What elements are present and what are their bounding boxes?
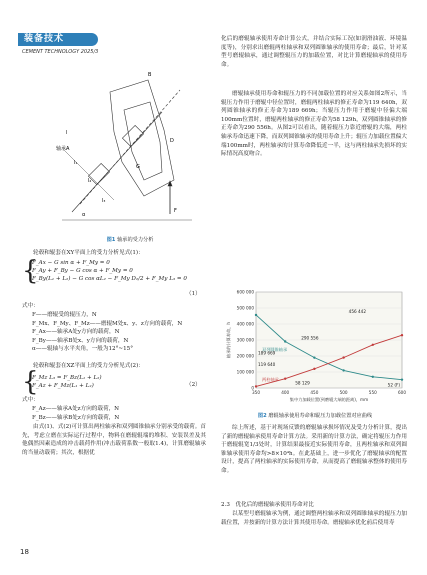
series-label: 两柱轴承 (262, 376, 279, 382)
data-point (401, 378, 403, 380)
eq1-line: F_By(L₁ + L₂) − G cos αL₂ − F_My D₂/2 + F_My L₃ = 0 (32, 276, 187, 282)
left-para-1: 轮毂和辊套在XY平面上的受力分析见式(1)： (33, 250, 144, 256)
definition-item: F_Mx、F_My、F_Mz——磨辊M处x、y、z方向的载荷，N (32, 320, 183, 327)
left-para-3: 由式(1)、式(2)可计算出两柱轴承和双列圆锥轴承分别承受的载荷。首先，考虑立磨在实际运行过程中，物料在磨辊辊端的堆积、安装误差及其他偶然因素造成的冲击载荷作用(冲击载荷系数一般取1.4)，计算磨辊轴承的当量动载荷；其次，根据优 (22, 424, 206, 456)
fig1-label-B: B (148, 72, 152, 78)
fig1-label-angle: α (82, 212, 86, 218)
page-number: 18 (20, 548, 29, 556)
roller-body (110, 80, 174, 196)
y-tick-label: 500 000 (236, 305, 254, 311)
definition-item: F_Az——轴承A处z方向的载荷，N (32, 406, 120, 412)
figure-2-caption (222, 412, 408, 419)
data-point (372, 376, 374, 378)
x-tick-label: 500 (339, 390, 348, 395)
data-point (255, 314, 257, 316)
y-tick-label: 100 000 (236, 369, 254, 375)
data-point (255, 385, 257, 387)
data-point (401, 334, 403, 336)
eq1-line: F_Ax − G sin α + F_My = 0 (32, 260, 110, 266)
eq1-brace: { (22, 256, 39, 286)
right-para-2: 磨辊轴承使用寿命和辊压力的不同加载位置的对应关系如图2所示，当辊压力作用于磨辊中径位置时，磨辊两柱轴承的修正寿命为119 640h，双列圆锥轴承的修正寿命为189 669h；当辊压力作用于磨辊中径偏大端100mm位置时，磨辊两柱轴承的修正寿命为58 129h，双列圆锥轴承的修正寿命为290 556h。从图2可以看出，随着辊压力靠近磨辊的大端，两柱轴承寿命迅速下降，而双列圆锥轴承的使用寿命上升；辊压力加载位置偏大端100mm时，两柱轴承的计算寿命降低近一半，这与两柱轴承先损坏的实际情况高度吻合。 (221, 91, 407, 158)
right-para-1: 化后的磨辊轴承使用寿命计算公式，并结合实际工况(如润滑油液、环境温度等)，分别求出磨辊两柱轴承和双列圆锥轴承的使用寿命；最后，针对某型号磨辊轴承，通过调整辊压力的加载位置，对比计算磨辊轴承的使用寿命。 (221, 36, 407, 68)
fig1-label-D: D (170, 138, 174, 144)
definition-item: F——磨辊受的辊压力，N (32, 312, 97, 318)
y-tick-label: 0 (251, 385, 254, 391)
data-point (342, 356, 344, 358)
equation-2 (22, 367, 190, 397)
definition-item: F_Bz——轴承B处z方向的载荷，N (32, 414, 120, 421)
left-para-2: 轮毂和辊套在XZ平面上的受力分析见式(2)： (33, 363, 144, 369)
definition-item: α——辊轴与水平夹角，一般为12°~15° (32, 346, 134, 353)
fig1-label-l3: l₃ (102, 198, 106, 204)
eq2-line: F_Mz L₃ = F_Bz(L₁ + L₂) (32, 375, 102, 381)
figure-2-caption-label: 图2 (257, 413, 267, 419)
y-axis-label: 轴承的计算寿命，h (226, 321, 231, 359)
data-label: 58 129 (295, 380, 310, 386)
data-label: 52 (F) (387, 382, 400, 388)
figure-1-caption-label: 图1 (106, 237, 116, 243)
data-label: 456 442 (348, 308, 366, 314)
series-label: 双列圆锥轴承 (262, 347, 288, 353)
definitions-1 (32, 311, 206, 354)
where-label-1: 式中： (22, 303, 39, 309)
data-point (372, 344, 374, 346)
force-arrow-head (168, 181, 172, 186)
fig1-label-F: F (174, 208, 177, 214)
where-label-2: 式中： (22, 397, 39, 403)
equation-1-number: （1） (186, 291, 201, 297)
definition-item: F_Ax——轴承A处y方向的载荷，N (32, 329, 120, 336)
right-para-3: 综上所述，基于对现场反馈的磨辊轴承损坏情况及受力分析计算，提出了新的磨辊轴承使用寿命计算方法。采用新的计算方法，确定将辊压力作用于磨辊辊宽1/3处时，计算结果最接近实际使用寿命，且两柱轴承和双列圆锥轴承使用寿命均>8×10⁴h。在此基础上，进一步优化了磨辊轴承的配置设计，提高了两柱轴承的实际使用寿命，从而提高了磨辊轴承整体的使用寿命。 (221, 425, 407, 474)
equation-2-number: （2） (186, 382, 201, 388)
axis-line (80, 90, 180, 204)
section-heading: 2.3 优化后的磨辊轴承使用寿命对比 (221, 502, 314, 508)
x-tick-label: 400 (281, 390, 290, 395)
journal-subtitle: CEMENT TECHNOLOGY 2025/3 (22, 49, 99, 55)
hub-body (124, 102, 162, 180)
shaft-line (72, 112, 162, 212)
eq1-line: F_Ay + F_By − G cos α + F_My = 0 (32, 268, 133, 274)
y-tick-label: 600 000 (236, 289, 254, 295)
x-tick-label: 600 (398, 390, 406, 395)
eq2-brace: { (22, 367, 39, 397)
equation-1 (22, 258, 190, 288)
data-point (284, 377, 286, 379)
fig1-label-l1: l₁ (74, 160, 78, 166)
figure-1-caption (60, 236, 200, 243)
data-label: 290 556 (301, 335, 319, 341)
figure-1-diagram (52, 72, 202, 232)
definition-item: F_By——轴承B处x、y方向的载荷，N (32, 337, 129, 344)
x-axis-label: 集中力加载位置(到磨辊大端的距离)，mm (289, 397, 369, 402)
fig1-label-l: l (66, 130, 68, 136)
x-tick-label: 550 (368, 390, 377, 395)
fig1-label-l2: l₂ (88, 178, 92, 184)
figure-2-caption-text: 磨辊轴承使用寿命和辊压力加载位置对应曲线 (268, 413, 373, 419)
data-label: 189 669 (258, 350, 276, 356)
data-point (284, 340, 286, 342)
data-label: 119 640 (258, 361, 276, 367)
figure-2-chart (222, 284, 408, 410)
y-tick-label: 300 000 (236, 337, 254, 343)
data-point (313, 356, 315, 358)
journal-title: 装备技术 (24, 34, 65, 44)
definitions-2 (32, 405, 206, 422)
fig1-label-G: G (136, 164, 140, 170)
data-point (313, 368, 315, 370)
right-para-4: 以某型号磨辊轴承为例，通过调整两柱轴承和双列圆锥轴承的辊压力加载位置，并按新的计算方法计算其使用寿命。磨辊轴承优化前后使用寿 (221, 511, 407, 526)
data-point (342, 369, 344, 371)
x-tick-label: 450 (310, 390, 319, 395)
y-tick-label: 400 000 (236, 321, 254, 327)
x-tick-label: 350 (252, 390, 260, 395)
fig1-label-bearing: 轴承A (56, 146, 70, 152)
eq2-line: F_Az + F_Mz(L₁ + L₂) (32, 383, 94, 389)
figure-1-caption-text: 轴承的受力分析 (117, 237, 154, 243)
y-tick-label: 200 000 (236, 353, 254, 359)
